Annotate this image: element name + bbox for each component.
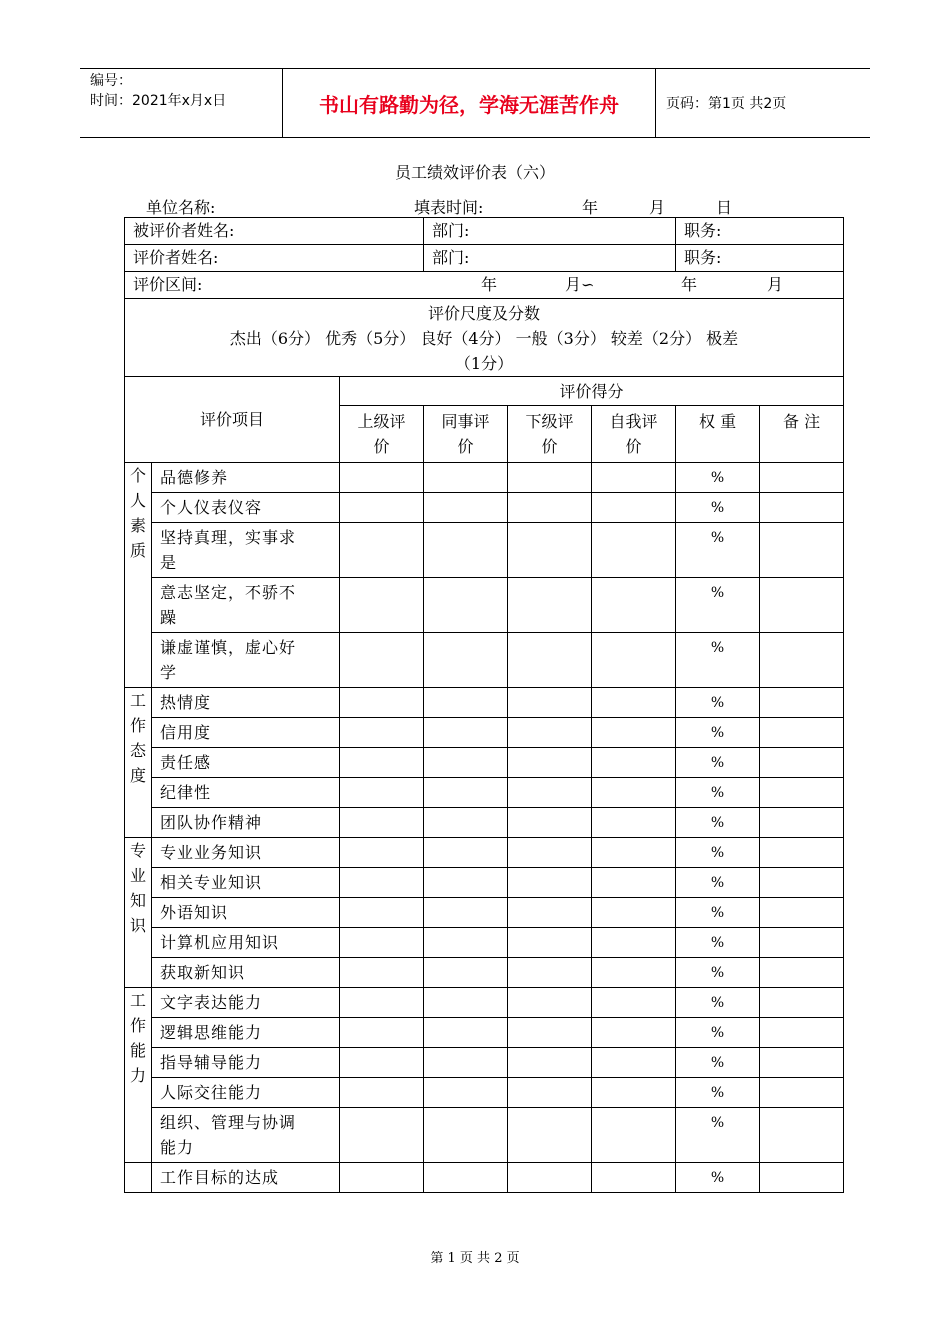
weight-cell[interactable] [676, 1018, 760, 1048]
item-cell [152, 1108, 340, 1163]
note-col-header [760, 406, 844, 463]
supervisor-score-cell[interactable] [340, 1018, 424, 1048]
weight-cell[interactable] [676, 1108, 760, 1163]
supervisor-score-cell[interactable] [340, 778, 424, 808]
weight-cell[interactable] [676, 1163, 760, 1193]
weight-cell[interactable] [676, 493, 760, 523]
table-row [125, 1078, 844, 1108]
subordinate-score-cell[interactable] [508, 1018, 592, 1048]
subordinate-score-cell[interactable] [508, 928, 592, 958]
weight-cell[interactable] [676, 838, 760, 868]
item-cell [152, 463, 340, 493]
table-row [125, 578, 844, 633]
note-cell[interactable] [760, 898, 844, 928]
category-char: 作 [129, 1016, 146, 1035]
item-label: 计算机应用知识 [160, 933, 280, 952]
supervisor-score-cell[interactable] [340, 958, 424, 988]
scale-line-1: 杰出（6分） 优秀（5分） 良好（4分） 一般（3分） 较差（2分） 极差 [229, 329, 739, 348]
peer-score-cell[interactable] [424, 1078, 508, 1108]
subordinate-score-cell[interactable] [508, 1108, 592, 1163]
weight-col-label: 权 重 [698, 412, 737, 431]
category-char: 工 [129, 691, 146, 710]
note-cell[interactable] [760, 578, 844, 633]
category-cell [125, 838, 152, 988]
item-cell [152, 1048, 340, 1078]
item-label: 指导辅导能力 [160, 1053, 263, 1072]
subordinate-score-cell[interactable] [508, 633, 592, 688]
percent-sign: % [710, 725, 725, 741]
item-label: 责任感 [160, 753, 212, 772]
self-score-cell[interactable] [592, 1078, 676, 1108]
self-col-header [592, 406, 676, 463]
supervisor-score-cell[interactable] [340, 1078, 424, 1108]
table-row [125, 463, 844, 493]
fill-day: 日 [716, 198, 733, 217]
table-row [125, 808, 844, 838]
percent-sign: % [710, 905, 725, 921]
fill-time-label: 填表时间: [414, 198, 484, 217]
supervisor-score-cell[interactable] [340, 988, 424, 1018]
number-label: 编号： [90, 73, 132, 89]
period-end-month: 月 [767, 275, 784, 294]
item-label: 坚持真理，实事求 [160, 528, 297, 547]
score-header-label: 评价得分 [559, 381, 624, 401]
item-cell [152, 868, 340, 898]
note-cell[interactable] [760, 1163, 844, 1193]
category-char: 专 [129, 841, 146, 860]
peer-score-cell[interactable] [424, 633, 508, 688]
item-cell [152, 988, 340, 1018]
subordinate-score-cell[interactable] [508, 1163, 592, 1193]
item-cell [152, 958, 340, 988]
evaluator-cell[interactable] [125, 245, 424, 272]
item-cell [152, 778, 340, 808]
peer-col-header [424, 406, 508, 463]
peer-score-cell[interactable] [424, 778, 508, 808]
peer-score-cell[interactable] [424, 463, 508, 493]
item-label: 工作目标的达成 [160, 1168, 280, 1187]
weight-cell[interactable] [676, 898, 760, 928]
subordinate-score-cell[interactable] [508, 1078, 592, 1108]
note-cell[interactable] [760, 493, 844, 523]
table-row [125, 633, 844, 688]
peer-score-cell[interactable] [424, 578, 508, 633]
self-score-cell[interactable] [592, 748, 676, 778]
supervisor-score-cell[interactable] [340, 898, 424, 928]
evaluatee-position-label: 职务: [684, 221, 722, 240]
page-header [80, 68, 870, 138]
peer-score-cell[interactable] [424, 838, 508, 868]
table-row [125, 493, 844, 523]
period-start-year: 年 [481, 275, 498, 294]
item-label: 个人仪表仪容 [160, 498, 263, 517]
motto: 书山有路勤为径，学海无涯苦作舟 [282, 69, 656, 137]
peer-score-cell[interactable] [424, 808, 508, 838]
page-footer: 第 1 页 共 2 页 [430, 1251, 520, 1266]
peer-score-cell[interactable] [424, 523, 508, 578]
self-score-cell[interactable] [592, 898, 676, 928]
weight-col-header [676, 406, 760, 463]
supervisor-col-header [340, 406, 424, 463]
weight-cell[interactable] [676, 463, 760, 493]
table-row [125, 928, 844, 958]
supervisor-score-cell[interactable] [340, 1163, 424, 1193]
self-score-cell[interactable] [592, 838, 676, 868]
category-cell [125, 463, 152, 688]
note-cell[interactable] [760, 868, 844, 898]
category-char: 质 [129, 541, 146, 560]
item-label: 逻辑思维能力 [160, 1023, 263, 1042]
self-score-cell[interactable] [592, 463, 676, 493]
item-cell [152, 688, 340, 718]
item-label: 专业业务知识 [160, 843, 263, 862]
category-char: 人 [129, 491, 146, 510]
percent-sign: % [710, 1025, 725, 1041]
table-row [125, 523, 844, 578]
supervisor-col-label-2: 价 [373, 437, 390, 456]
evaluator-position-cell[interactable] [676, 245, 844, 272]
item-cell [152, 718, 340, 748]
evaluation-table [124, 217, 844, 1193]
item-cell [152, 748, 340, 778]
weight-cell[interactable] [676, 578, 760, 633]
percent-sign: % [710, 1115, 725, 1131]
note-cell[interactable] [760, 688, 844, 718]
note-cell[interactable] [760, 463, 844, 493]
subordinate-score-cell[interactable] [508, 688, 592, 718]
category-char: 识 [129, 916, 146, 935]
category-char: 力 [129, 1066, 146, 1085]
table-row [125, 1018, 844, 1048]
self-score-cell[interactable] [592, 633, 676, 688]
peer-score-cell[interactable] [424, 1018, 508, 1048]
peer-score-cell[interactable] [424, 688, 508, 718]
period-label: 评价区间: [133, 275, 203, 294]
item-cell [152, 898, 340, 928]
percent-sign: % [710, 815, 725, 831]
percent-sign: % [710, 965, 725, 981]
self-score-cell[interactable] [592, 988, 676, 1018]
item-label: 是 [160, 553, 178, 572]
weight-cell[interactable] [676, 808, 760, 838]
table-row [125, 748, 844, 778]
percent-sign: % [710, 1170, 725, 1186]
unit-name-label: 单位名称: [146, 198, 216, 217]
supervisor-score-cell[interactable] [340, 748, 424, 778]
percent-sign: % [710, 875, 725, 891]
note-cell[interactable] [760, 808, 844, 838]
supervisor-score-cell[interactable] [340, 463, 424, 493]
subordinate-col-label-2: 价 [541, 437, 558, 456]
item-cell [152, 808, 340, 838]
subordinate-score-cell[interactable] [508, 868, 592, 898]
item-label: 意志坚定，不骄不 [160, 583, 297, 602]
self-score-cell[interactable] [592, 778, 676, 808]
subordinate-col-header [508, 406, 592, 463]
fill-month: 月 [649, 198, 666, 217]
peer-score-cell[interactable] [424, 868, 508, 898]
item-label: 人际交往能力 [160, 1083, 263, 1102]
note-cell[interactable] [760, 958, 844, 988]
self-col-label-2: 价 [625, 437, 642, 456]
table-row [125, 778, 844, 808]
score-header-row [125, 377, 844, 406]
note-cell[interactable] [760, 1048, 844, 1078]
category-char: 工 [129, 991, 146, 1010]
weight-cell[interactable] [676, 633, 760, 688]
weight-cell[interactable] [676, 748, 760, 778]
item-header-label: 评价项目 [199, 410, 264, 429]
category-char: 作 [129, 716, 146, 735]
document-title: 员工绩效评价表（六） [394, 163, 555, 182]
peer-score-cell[interactable] [424, 898, 508, 928]
table-row [125, 1048, 844, 1078]
peer-col-label-2: 价 [457, 437, 474, 456]
item-label: 获取新知识 [160, 963, 246, 982]
score-header [340, 377, 844, 406]
period-cell[interactable] [125, 272, 844, 299]
page-code: 页码：第1页 共2页 [666, 96, 787, 112]
percent-sign: % [710, 585, 725, 601]
table-row [125, 1163, 844, 1193]
subordinate-score-cell[interactable] [508, 838, 592, 868]
peer-score-cell[interactable] [424, 1048, 508, 1078]
subordinate-score-cell[interactable] [508, 463, 592, 493]
period-end-year: 年 [681, 275, 698, 294]
subordinate-col-label-1: 下级评 [525, 412, 574, 431]
note-cell[interactable] [760, 838, 844, 868]
item-cell [152, 633, 340, 688]
supervisor-score-cell[interactable] [340, 688, 424, 718]
self-score-cell[interactable] [592, 1108, 676, 1163]
evaluatee-row [125, 218, 844, 245]
category-char: 态 [129, 741, 146, 760]
self-score-cell[interactable] [592, 1018, 676, 1048]
weight-cell[interactable] [676, 523, 760, 578]
note-cell[interactable] [760, 748, 844, 778]
subordinate-score-cell[interactable] [508, 748, 592, 778]
item-label: 学 [160, 663, 178, 682]
header-left [80, 69, 282, 137]
period-start-month: 月∽ [565, 275, 595, 294]
self-score-cell[interactable] [592, 718, 676, 748]
item-label: 文字表达能力 [160, 993, 263, 1012]
evaluator-dept-label: 部门: [432, 248, 470, 267]
subordinate-score-cell[interactable] [508, 958, 592, 988]
peer-score-cell[interactable] [424, 1163, 508, 1193]
item-label: 相关专业知识 [160, 873, 263, 892]
subordinate-score-cell[interactable] [508, 578, 592, 633]
evaluator-position-label: 职务: [684, 248, 722, 267]
category-char: 度 [129, 766, 146, 785]
evaluatee-label: 被评价者姓名: [133, 221, 235, 240]
table-row [125, 868, 844, 898]
category-cell [125, 988, 152, 1163]
self-score-cell[interactable] [592, 808, 676, 838]
table-row [125, 988, 844, 1018]
table-row [125, 688, 844, 718]
peer-col-label-1: 同事评 [441, 412, 490, 431]
evaluator-label: 评价者姓名: [133, 248, 219, 267]
evaluatee-dept-cell[interactable] [424, 218, 676, 245]
subordinate-score-cell[interactable] [508, 493, 592, 523]
self-score-cell[interactable] [592, 688, 676, 718]
weight-cell[interactable] [676, 988, 760, 1018]
table-row [125, 1108, 844, 1163]
item-label: 团队协作精神 [160, 813, 263, 832]
percent-sign: % [710, 845, 725, 861]
note-cell[interactable] [760, 523, 844, 578]
subordinate-score-cell[interactable] [508, 718, 592, 748]
supervisor-score-cell[interactable] [340, 578, 424, 633]
subordinate-score-cell[interactable] [508, 808, 592, 838]
item-label: 组织、管理与协调 [160, 1113, 297, 1132]
item-header [125, 377, 340, 463]
weight-cell[interactable] [676, 958, 760, 988]
item-label: 谦虚谨慎，虚心好 [160, 638, 297, 657]
item-label: 信用度 [160, 723, 212, 742]
percent-sign: % [710, 755, 725, 771]
subordinate-score-cell[interactable] [508, 898, 592, 928]
category-cell [125, 688, 152, 838]
item-cell [152, 928, 340, 958]
item-label: 纪律性 [160, 783, 212, 802]
note-cell[interactable] [760, 988, 844, 1018]
category-char: 能 [129, 1041, 146, 1060]
time-label: 时间：2021年x月x日 [90, 93, 227, 109]
item-cell [152, 1018, 340, 1048]
item-label: 外语知识 [160, 903, 229, 922]
item-label: 能力 [160, 1138, 195, 1157]
weight-cell[interactable] [676, 718, 760, 748]
supervisor-score-cell[interactable] [340, 868, 424, 898]
supervisor-score-cell[interactable] [340, 1048, 424, 1078]
supervisor-score-cell[interactable] [340, 928, 424, 958]
note-cell[interactable] [760, 1078, 844, 1108]
evaluatee-dept-label: 部门: [432, 221, 470, 240]
period-row [125, 272, 844, 299]
category-char: 知 [129, 891, 146, 910]
supervisor-score-cell[interactable] [340, 718, 424, 748]
self-score-cell[interactable] [592, 578, 676, 633]
table-row [125, 958, 844, 988]
weight-cell[interactable] [676, 928, 760, 958]
category-char: 业 [129, 866, 146, 885]
self-col-label-1: 自我评 [609, 412, 658, 431]
weight-cell[interactable] [676, 778, 760, 808]
item-label: 品德修养 [160, 468, 229, 487]
subordinate-score-cell[interactable] [508, 778, 592, 808]
fill-year: 年 [582, 198, 599, 217]
scale-line-2: （1分） [454, 354, 514, 373]
supervisor-score-cell[interactable] [340, 838, 424, 868]
percent-sign: % [710, 530, 725, 546]
percent-sign: % [710, 995, 725, 1011]
percent-sign: % [710, 1085, 725, 1101]
category-char: 素 [129, 516, 146, 535]
note-col-label: 备 注 [782, 412, 821, 431]
subordinate-score-cell[interactable] [508, 1048, 592, 1078]
peer-score-cell[interactable] [424, 988, 508, 1018]
percent-sign: % [710, 785, 725, 801]
weight-cell[interactable] [676, 1078, 760, 1108]
peer-score-cell[interactable] [424, 718, 508, 748]
subordinate-score-cell[interactable] [508, 988, 592, 1018]
percent-sign: % [710, 470, 725, 486]
percent-sign: % [710, 500, 725, 516]
weight-cell[interactable] [676, 1048, 760, 1078]
evaluator-dept-cell[interactable] [424, 245, 676, 272]
evaluator-row [125, 245, 844, 272]
self-score-cell[interactable] [592, 1163, 676, 1193]
item-cell [152, 578, 340, 633]
note-cell[interactable] [760, 778, 844, 808]
peer-score-cell[interactable] [424, 928, 508, 958]
percent-sign: % [710, 640, 725, 656]
note-cell[interactable] [760, 718, 844, 748]
note-cell[interactable] [760, 1018, 844, 1048]
self-score-cell[interactable] [592, 1048, 676, 1078]
weight-cell[interactable] [676, 868, 760, 898]
self-score-cell[interactable] [592, 493, 676, 523]
percent-sign: % [710, 695, 725, 711]
evaluatee-position-cell[interactable] [676, 218, 844, 245]
self-score-cell[interactable] [592, 958, 676, 988]
scale-title: 评价尺度及分数 [428, 304, 541, 323]
note-cell[interactable] [760, 633, 844, 688]
category-char: 个 [129, 466, 146, 485]
table-row [125, 838, 844, 868]
supervisor-col-label-1: 上级评 [357, 412, 406, 431]
item-cell [152, 1163, 340, 1193]
item-label: 热情度 [160, 693, 212, 712]
self-score-cell[interactable] [592, 523, 676, 578]
item-cell [152, 523, 340, 578]
item-cell [152, 1078, 340, 1108]
category-cell [125, 1163, 152, 1193]
percent-sign: % [710, 1055, 725, 1071]
evaluatee-cell[interactable] [125, 218, 424, 245]
peer-score-cell[interactable] [424, 958, 508, 988]
peer-score-cell[interactable] [424, 493, 508, 523]
self-score-cell[interactable] [592, 868, 676, 898]
scale-cell [125, 299, 844, 377]
scale-row [125, 299, 844, 377]
supervisor-score-cell[interactable] [340, 493, 424, 523]
supervisor-score-cell[interactable] [340, 1108, 424, 1163]
supervisor-score-cell[interactable] [340, 808, 424, 838]
table-row [125, 718, 844, 748]
item-label: 躁 [160, 608, 178, 627]
supervisor-score-cell[interactable] [340, 633, 424, 688]
note-cell[interactable] [760, 928, 844, 958]
weight-cell[interactable] [676, 688, 760, 718]
self-score-cell[interactable] [592, 928, 676, 958]
peer-score-cell[interactable] [424, 748, 508, 778]
supervisor-score-cell[interactable] [340, 523, 424, 578]
item-cell [152, 838, 340, 868]
subordinate-score-cell[interactable] [508, 523, 592, 578]
percent-sign: % [710, 935, 725, 951]
item-cell [152, 493, 340, 523]
table-row [125, 898, 844, 928]
note-cell[interactable] [760, 1108, 844, 1163]
peer-score-cell[interactable] [424, 1108, 508, 1163]
